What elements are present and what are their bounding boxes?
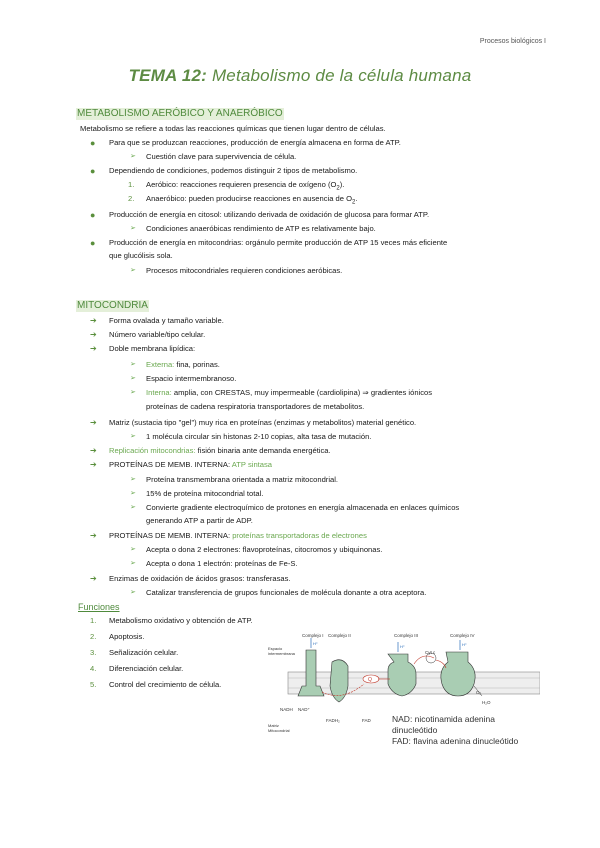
list-item: Externa: fina, porinas.	[146, 360, 220, 369]
list-item: Interna: amplia, con CRESTAS, muy impermeable (cardiolipina) ⇒ gradientes iónicos	[146, 388, 433, 397]
complex-4-label: Complejo IV	[450, 633, 475, 638]
complex-2-label: Complejo II	[328, 633, 351, 638]
complex-3-label: Complejo III	[394, 633, 419, 638]
triangle-bullet-icon: ➢	[130, 389, 136, 396]
list-item: Condiciones anaeróbicas rendimiento de ATP es relativamente bajo.	[146, 224, 376, 233]
espacio-label: Espacio	[268, 646, 283, 651]
cytc-label: Cyt c	[425, 650, 436, 655]
arrow-bullet-icon: ➔	[90, 531, 97, 540]
fad-label: FAD	[362, 718, 371, 723]
bullet-icon: ●	[90, 210, 96, 220]
list-item: Dependiendo de condiciones, podemos distinguir 2 tipos de metabolismo.	[109, 166, 358, 175]
arrow-bullet-icon: ➔	[90, 460, 97, 469]
triangle-bullet-icon: ➢	[130, 589, 136, 596]
arrow-bullet-icon: ➔	[90, 446, 97, 455]
title-prefix: TEMA 12:	[128, 66, 208, 85]
list-item: Aeróbico: reacciones requieren presencia de oxígeno $(O_2)$.	[146, 180, 345, 192]
list-item: 15% de proteína mitocondrial total.	[146, 489, 264, 498]
list-item: Enzimas de oxidación de ácidos grasos: transferasas.	[109, 574, 291, 583]
bullet-icon: ●	[90, 166, 96, 176]
list-number: 4.	[90, 664, 97, 673]
arrow-bullet-icon: ➔	[90, 574, 97, 583]
section-heading-mitocondria: MITOCONDRIA	[77, 300, 148, 311]
list-item: 1 molécula circular sin histonas 2-10 copias, alta tasa de mutación.	[146, 432, 372, 441]
fadh2-label: FADH₂	[326, 718, 340, 723]
list-item: Acepta o dona 2 electrones: flavoproteínas, citocromos y ubiquinonas.	[146, 545, 383, 554]
q-label: Q	[368, 677, 372, 683]
list-item: Proteína transmembrana orientada a matriz mitocondrial.	[146, 475, 339, 484]
list-item: Producción de energía en mitocondrias: orgánulo permite producción de ATP 15 veces más eficiente	[109, 238, 448, 247]
list-item: Número variable/tipo celular.	[109, 330, 206, 339]
intro-text: Metabolismo se refiere a todas las reacciones químicas que tienen lugar dentro de células.	[80, 124, 386, 133]
list-item: Replicación mitocondrias: fisión binaria ante demanda energética.	[109, 446, 331, 455]
complex-1-label: Complejo I	[302, 633, 324, 638]
list-number: 5.	[90, 680, 97, 689]
list-number: 2.	[128, 194, 135, 203]
list-item: Doble membrana lipídica:	[109, 344, 196, 353]
triangle-bullet-icon: ➢	[130, 504, 136, 511]
triangle-bullet-icon: ➢	[130, 225, 136, 232]
list-item: Catalizar transferencia de grupos funcionales de molécula donante a otra aceptora.	[146, 588, 427, 597]
bullet-icon: ●	[90, 138, 96, 148]
list-item: PROTEÍNAS DE MEMB. INTERNA: ATP sintasa	[109, 460, 273, 469]
o2-label: O₂	[476, 690, 482, 695]
list-item: Cuestión clave para supervivencia de célula.	[146, 152, 297, 161]
list-item-continuation: generando ATP a partir de ADP.	[146, 516, 253, 525]
list-item-continuation: proteínas de cadena respiratoria transportadores de metabolitos.	[146, 402, 365, 411]
list-item: Forma ovalada y tamaño variable.	[109, 316, 224, 325]
arrow-bullet-icon: ➔	[90, 344, 97, 353]
running-header: Procesos biológicos I	[479, 38, 546, 45]
section-heading-metabolismo: METABOLISMO AERÓBICO Y ANAERÓBICO	[77, 108, 283, 119]
triangle-bullet-icon: ➢	[130, 153, 136, 160]
proton-label: H⁺	[313, 641, 318, 646]
nad-label: NAD⁺	[298, 707, 310, 712]
title-rest: Metabolismo de la célula humana	[207, 66, 472, 85]
section-heading-funciones: Funciones	[78, 602, 120, 612]
list-item: Matriz (sustacia tipo "gel") muy rica en proteínas (enzimas y metabolitos) material genético.	[109, 418, 417, 427]
proton-label: H⁺	[400, 644, 405, 649]
matriz-label: Matriz	[268, 723, 279, 728]
triangle-bullet-icon: ➢	[130, 560, 136, 567]
list-item: Acepta o dona 1 electrón: proteínas de Fe-S.	[146, 559, 298, 568]
list-item: PROTEÍNAS DE MEMB. INTERNA: proteínas transportadoras de electrones	[109, 531, 367, 540]
list-item: Señalización celular.	[109, 648, 179, 657]
list-number: 3.	[90, 648, 97, 657]
page-title	[0, 66, 600, 86]
bullet-icon: ●	[90, 238, 96, 248]
list-item: Diferenciación celular.	[109, 664, 184, 673]
triangle-bullet-icon: ➢	[130, 375, 136, 382]
list-item: Control del crecimiento de célula.	[109, 680, 222, 689]
list-item: Metabolismo oxidativo y obtención de ATP.	[109, 616, 253, 625]
list-item: Producción de energía en citosol: utilizando derivada de oxidación de glucosa para formar ATP.	[109, 210, 430, 219]
list-number: 1.	[128, 180, 135, 189]
caption-line: dinucleótido	[392, 725, 438, 735]
caption-line: NAD: nicotinamida adenina	[392, 714, 496, 724]
list-item-continuation: que glucólisis sola.	[109, 251, 173, 260]
mitocondrial-label: Mitocondrial	[268, 728, 290, 733]
list-item: Espacio intermembranoso.	[146, 374, 237, 383]
list-item: Para que se produzcan reacciones, producción de energía almacena en forma de ATP.	[109, 138, 401, 147]
arrow-bullet-icon: ➔	[90, 316, 97, 325]
triangle-bullet-icon: ➢	[130, 361, 136, 368]
list-number: 1.	[90, 616, 97, 625]
h2o-label: H₂O	[482, 700, 491, 705]
caption-line: FAD: flavina adenina dinucleótido	[392, 736, 519, 746]
proton-label: H⁺	[462, 642, 467, 647]
triangle-bullet-icon: ➢	[130, 476, 136, 483]
arrow-bullet-icon: ➔	[90, 330, 97, 339]
intermembrana-label: intermembrana	[268, 651, 295, 656]
triangle-bullet-icon: ➢	[130, 490, 136, 497]
list-item: Procesos mitocondriales requieren condiciones aeróbicas.	[146, 266, 343, 275]
list-number: 2.	[90, 632, 97, 641]
triangle-bullet-icon: ➢	[130, 546, 136, 553]
nadh-label: NADH	[280, 707, 293, 712]
list-item: Anaeróbico: pueden producirse reacciones en ausencia de $O_2$.	[146, 194, 358, 206]
triangle-bullet-icon: ➢	[130, 267, 136, 274]
triangle-bullet-icon: ➢	[130, 433, 136, 440]
list-item: Apoptosis.	[109, 632, 145, 641]
list-item: Convierte gradiente electroquímico de protones en energía almacenada en enlaces químicos	[146, 503, 460, 512]
arrow-bullet-icon: ➔	[90, 418, 97, 427]
